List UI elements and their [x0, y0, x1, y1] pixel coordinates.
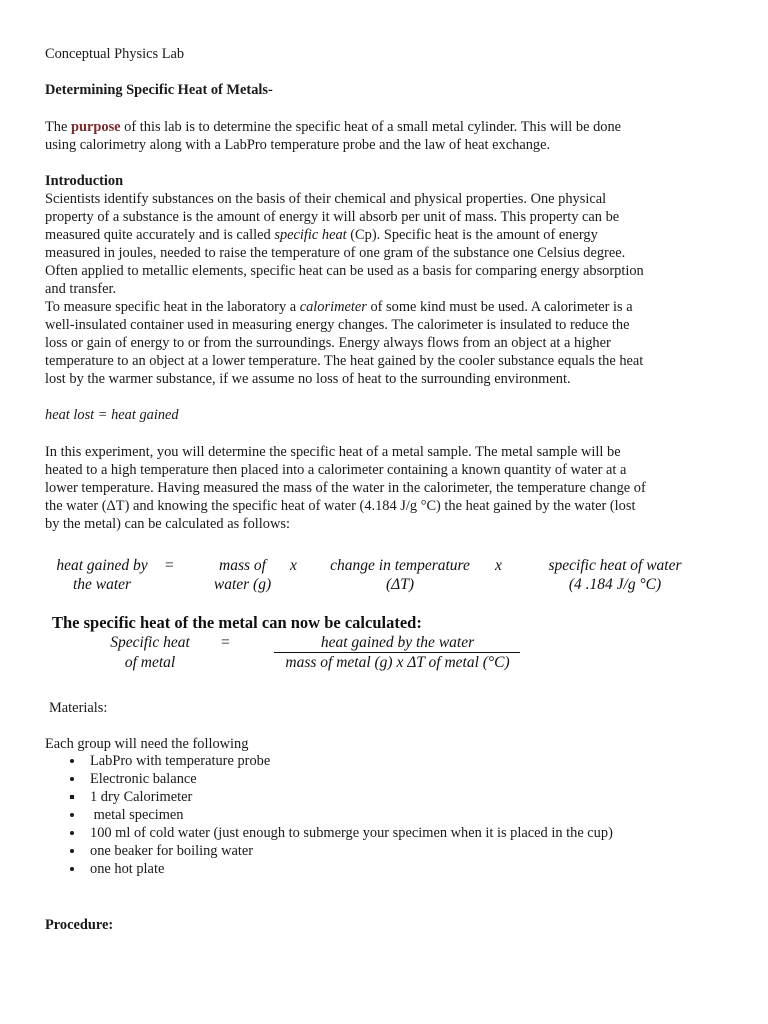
purpose-rest: of this lab is to determine the specific heat of a small metal cylinder. This will be done	[120, 119, 622, 135]
eq1-times-2: x	[495, 557, 502, 574]
material-item: LabPro with temperature probe	[90, 753, 271, 769]
eq1-mass-line1: mass of	[219, 557, 266, 574]
course-name: Conceptual Physics Lab	[45, 46, 185, 62]
document-title: Determining Specific Heat of Metals-	[45, 82, 273, 98]
intro-line: measured in joules, needed to raise the temperature of one gram of the substance one Celsius degree.	[45, 245, 626, 261]
eq2-heading: The specific heat of the metal can now be calculated:	[52, 613, 422, 632]
intro-line: Scientists identify substances on the basis of their chemical and physical properties. One physical	[45, 191, 607, 207]
intro-text: (Cp). Specific heat is the amount of energy	[346, 227, 598, 243]
experiment-line: lower temperature. Having measured the mass of the water in the calorimeter, the temperature change of	[45, 480, 646, 496]
intro-line: lost by the warmer substance, if we assume no loss of heat to the surrounding environment.	[45, 371, 571, 387]
purpose-pre: The	[45, 119, 71, 135]
eq1-mass-line2: water (g)	[213, 576, 272, 593]
materials-heading: Materials:	[49, 700, 108, 716]
experiment-line: In this experiment, you will determine the specific heat of a metal sample. The metal sample will be	[45, 444, 621, 460]
material-item: metal specimen	[90, 807, 184, 823]
term-specific-heat: specific heat	[274, 227, 347, 243]
intro-line	[45, 226, 598, 244]
eq1-specific-heat-line2: (4 .184 J/g °C)	[568, 576, 662, 593]
eq1-specific-heat-line1: specific heat of water	[548, 557, 682, 574]
experiment-line: by the metal) can be calculated as follows:	[45, 516, 290, 532]
material-item: 100 ml of cold water (just enough to submerge your specimen when it is placed in the cup)	[90, 825, 613, 841]
experiment-line: the water (ΔT) and knowing the specific heat of water (4.184 J/g °C) the heat gained by the water (lost	[45, 498, 636, 514]
material-item: one hot plate	[90, 861, 165, 877]
intro-text: of some kind must be used. A calorimeter is a	[366, 299, 633, 315]
eq1-lhs-line2: the water	[72, 576, 132, 593]
purpose-keyword: purpose	[70, 119, 121, 135]
eq1-delta-t-line1: change in temperature	[330, 557, 470, 574]
heat-law: heat lost = heat gained	[45, 407, 179, 423]
eq2-numerator: heat gained by the water	[320, 634, 475, 651]
intro-line: and transfer.	[45, 281, 117, 297]
intro-line: Often applied to metallic elements, specific heat can be used as a basis for comparing energy absorption	[45, 263, 644, 279]
material-item: 1 dry Calorimeter	[90, 789, 193, 805]
intro-line: well-insulated container used in measuring energy changes. The calorimeter is insulated to reduce the	[45, 317, 630, 333]
purpose-line-1	[45, 118, 621, 136]
material-item: Electronic balance	[90, 771, 197, 787]
intro-text: To measure specific heat in the laboratory a	[45, 299, 300, 315]
eq2-lhs-line2: of metal	[124, 654, 176, 671]
eq1-equals: =	[164, 557, 175, 574]
experiment-line: heated to a high temperature then placed into a calorimeter containing a known quantity of water at a	[45, 462, 627, 478]
intro-heading: Introduction	[45, 173, 124, 189]
eq2-denominator: mass of metal (g) x ΔT of metal (°C)	[285, 654, 510, 671]
eq2-equals: =	[220, 634, 231, 651]
material-item: one beaker for boiling water	[90, 843, 254, 859]
procedure-heading: Procedure:	[45, 917, 114, 933]
eq1-lhs-line1: heat gained by	[56, 557, 148, 574]
materials-intro: Each group will need the following	[45, 736, 249, 752]
intro-line: loss or gain of energy to or from the surroundings. Energy always flows from an object at a higher	[45, 335, 611, 351]
eq1-times-1: x	[290, 557, 297, 574]
purpose-line-2: using calorimetry along with a LabPro temperature probe and the law of heat exchange.	[45, 137, 551, 153]
eq1-delta-t-line2: (ΔT)	[385, 576, 415, 593]
term-calorimeter: calorimeter	[299, 299, 367, 315]
eq2-lhs-line1: Specific heat	[110, 634, 190, 651]
intro-text: measured quite accurately and is called	[45, 227, 275, 243]
intro-line: temperature to an object at a lower temperature. The heat gained by the cooler substance equals the heat	[45, 353, 644, 369]
intro-line	[45, 298, 633, 316]
intro-line: property of a substance is the amount of energy it will absorb per unit of mass. This property can be	[45, 209, 620, 225]
